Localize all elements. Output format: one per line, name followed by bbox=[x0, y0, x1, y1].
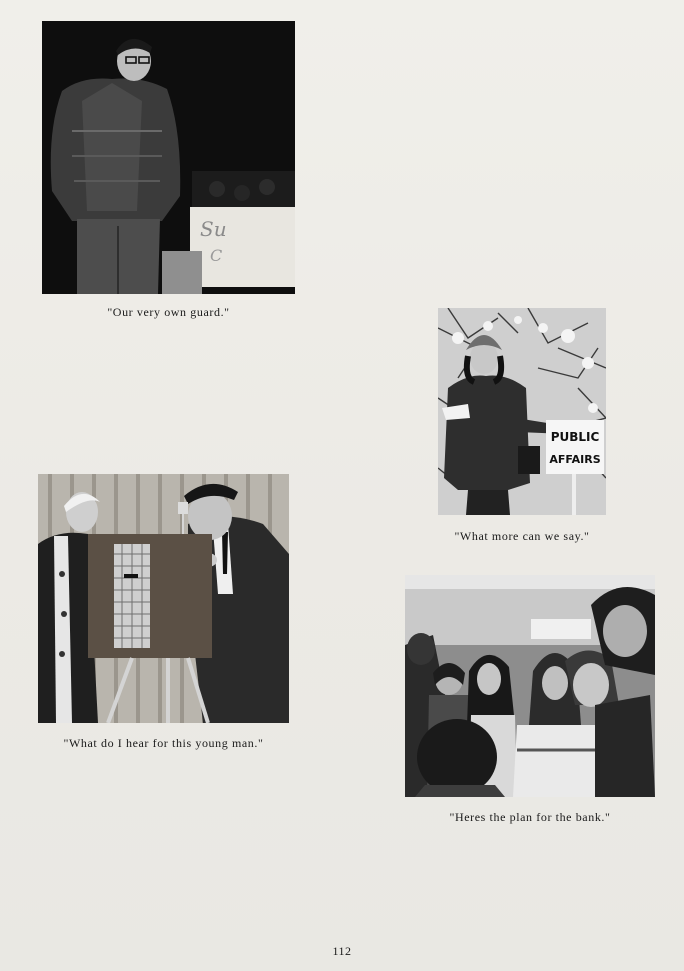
svg-text:Su: Su bbox=[200, 217, 227, 241]
page-number: 112 bbox=[332, 944, 352, 958]
photo-guard bbox=[42, 21, 295, 294]
photo-public-affairs bbox=[438, 308, 606, 515]
svg-text:AFFAIRS: AFFAIRS bbox=[549, 453, 601, 466]
svg-text:C: C bbox=[210, 246, 223, 265]
caption-public-affairs: "What more can we say." bbox=[454, 529, 590, 543]
caption-bank-plan: "Heres the plan for the bank." bbox=[449, 810, 611, 824]
caption-guard: "Our very own guard." bbox=[107, 305, 230, 319]
photo-bank-plan bbox=[405, 575, 655, 797]
svg-text:PUBLIC: PUBLIC bbox=[550, 430, 600, 444]
photo-auction bbox=[38, 474, 289, 723]
caption-auction: "What do I hear for this young man." bbox=[63, 736, 264, 750]
